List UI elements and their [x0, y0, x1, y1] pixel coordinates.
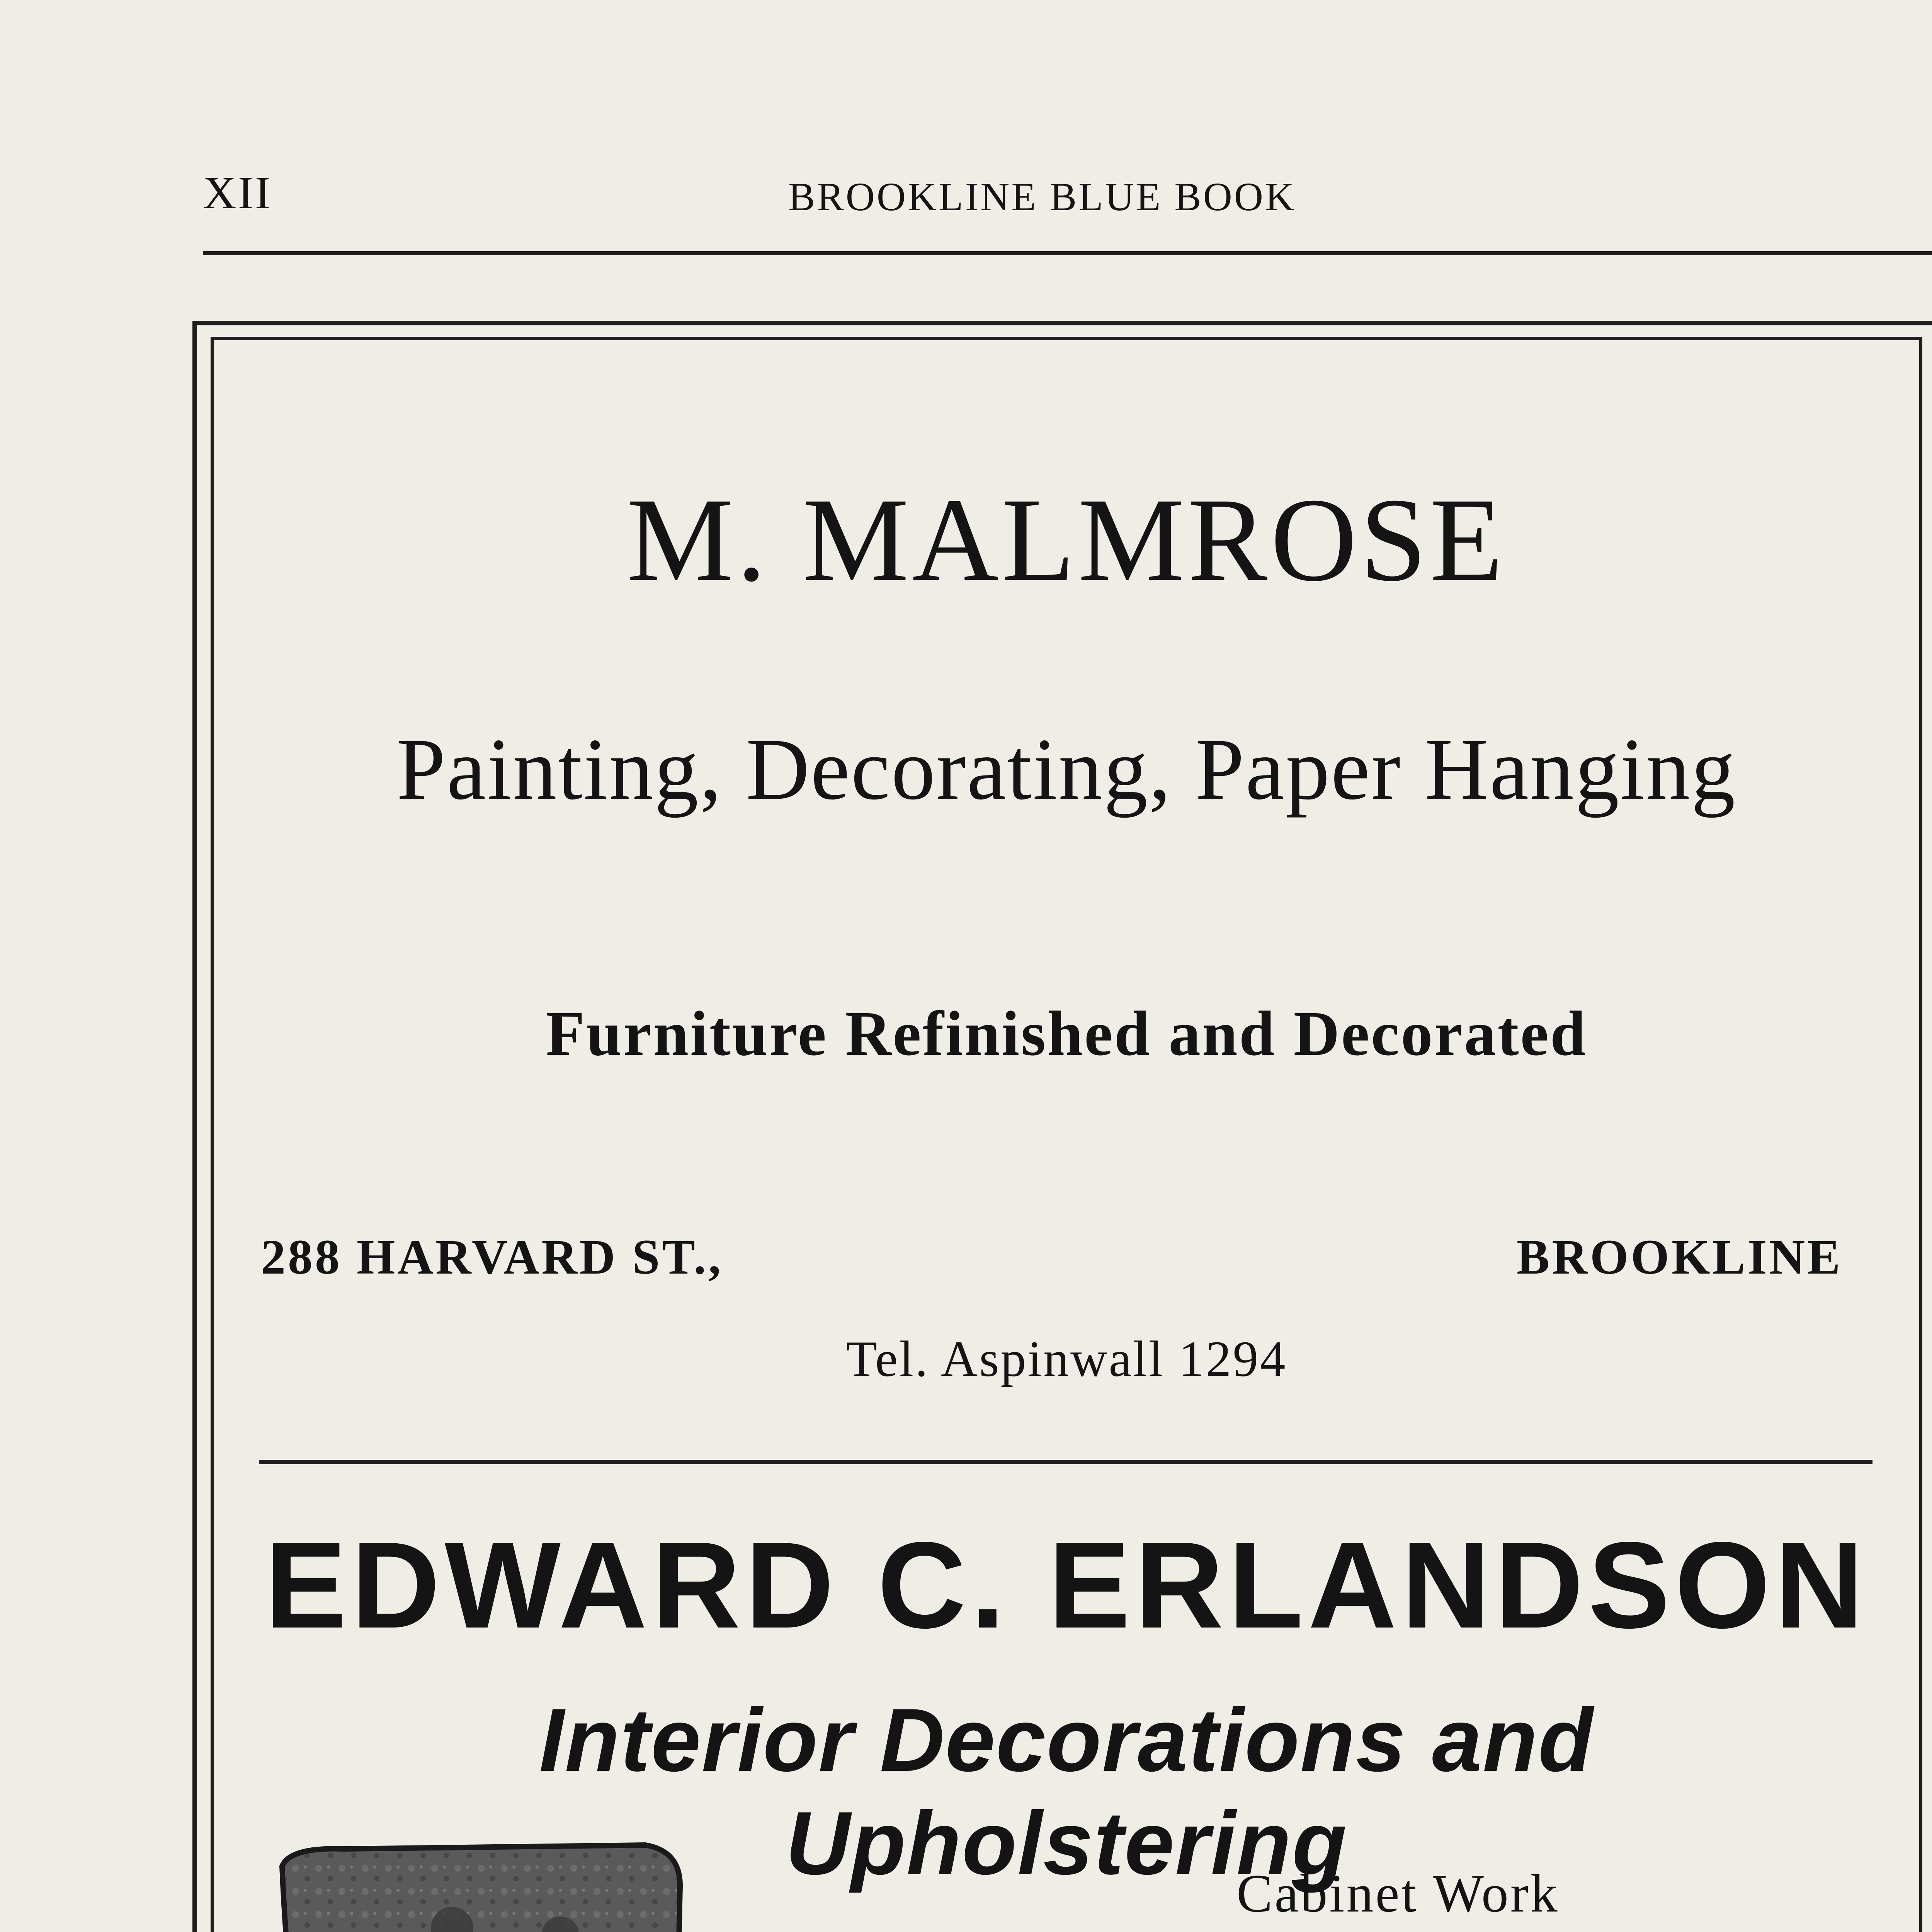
- running-title: BROOKLINE BLUE BOOK: [788, 175, 1296, 219]
- service-item: Cabinet Work: [1236, 1864, 1560, 1923]
- malmrose-town: BROOKLINE: [1517, 1230, 1843, 1284]
- malmrose-telephone: Tel. Aspinwall 1294: [846, 1330, 1287, 1387]
- erlandson-name: EDWARD C. ERLANDSON: [264, 1517, 1869, 1654]
- malmrose-furniture: Furniture Refinished and Decorated: [546, 998, 1587, 1069]
- page-number: XII: [203, 167, 272, 218]
- erlandson-tagline: Interior Decorations and Upholstering: [539, 1690, 1594, 1893]
- ad-divider-rule: [259, 1460, 1872, 1464]
- malmrose-name: M. MALMROSE: [627, 474, 1506, 606]
- header-rule: [203, 251, 1932, 255]
- malmrose-services: Painting, Decorating, Paper Hanging: [396, 721, 1736, 818]
- armchair-illustration: [267, 1839, 869, 1932]
- malmrose-street: 288 HARVARD ST.,: [261, 1230, 723, 1284]
